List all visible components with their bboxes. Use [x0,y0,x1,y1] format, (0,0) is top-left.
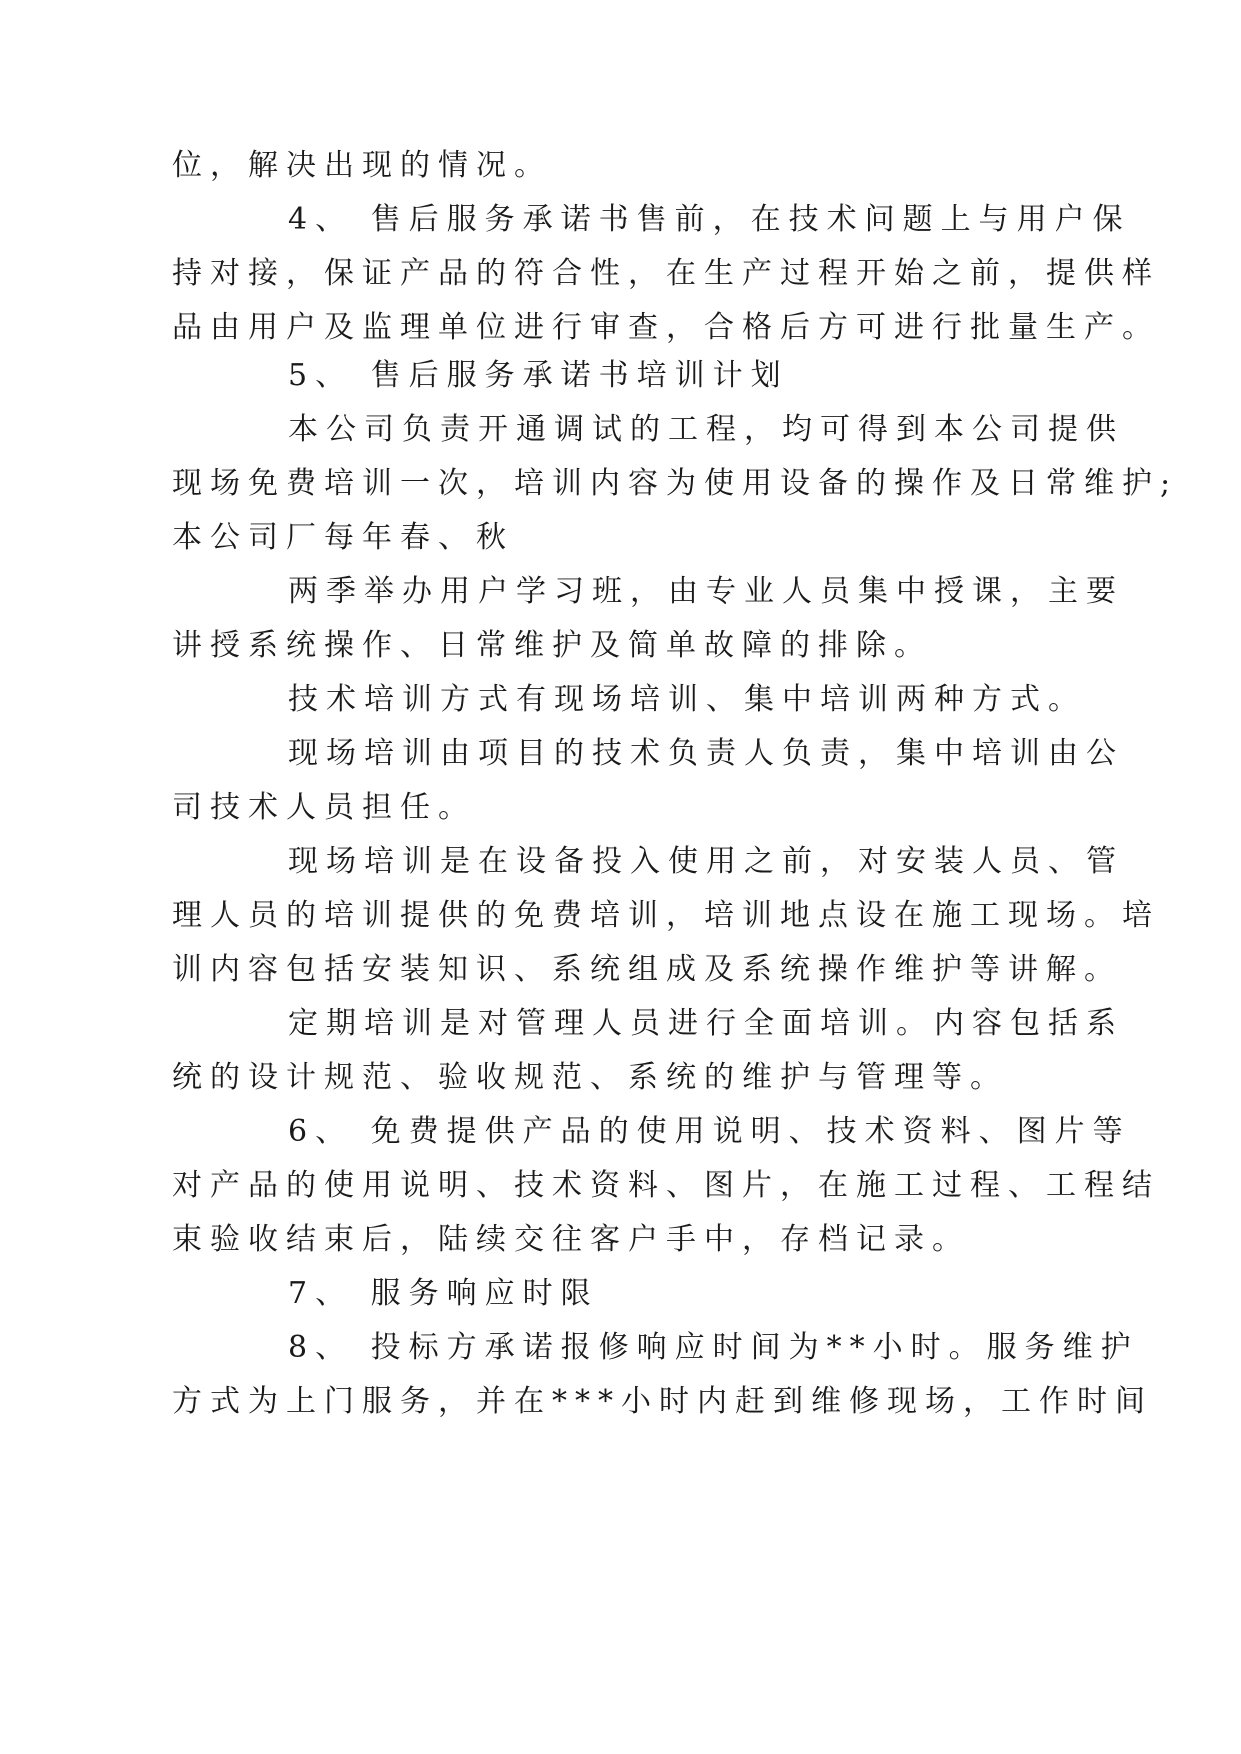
text-line: 束验收结束后，陆续交往客户手中，存档记录。 [172,1222,970,1257]
text-line: 技术培训方式有现场培训、集中培训两种方式。 [288,682,1086,717]
text-line: 方式为上门服务，并在***小时内赶到维修现场，工作时间 [172,1384,1153,1419]
text-line: 现场培训由项目的技术负责人负责，集中培训由公 [288,736,1124,771]
text-line: 现场免费培训一次，培训内容为使用设备的操作及日常维护; [172,466,1179,501]
text-line: 训内容包括安装知识、系统组成及系统操作维护等讲解。 [172,952,1122,987]
text-line: 本公司负责开通调试的工程，均可得到本公司提供 [288,412,1124,447]
text-line: 两季举办用户学习班，由专业人员集中授课，主要 [288,574,1124,609]
text-line: 7、 服务响应时限 [288,1276,599,1311]
text-line: 本公司厂每年春、秋 [172,520,514,555]
text-line: 司技术人员担任。 [172,790,476,825]
text-line: 统的设计规范、验收规范、系统的维护与管理等。 [172,1060,1008,1095]
text-line: 定期培训是对管理人员进行全面培训。内容包括系 [288,1006,1124,1041]
text-line: 8、 投标方承诺报修响应时间为**小时。服务维护 [288,1330,1139,1365]
text-line: 5、 售后服务承诺书培训计划 [288,358,789,393]
text-line: 理人员的培训提供的免费培训，培训地点设在施工现场。培 [172,898,1160,933]
text-line: 现场培训是在设备投入使用之前，对安装人员、管 [288,844,1124,879]
text-line: 品由用户及监理单位进行审查，合格后方可进行批量生产。 [172,310,1160,345]
text-line: 对产品的使用说明、技术资料、图片，在施工过程、工程结 [172,1168,1160,1203]
text-line: 位，解决出现的情况。 [172,148,552,183]
text-line: 6、 免费提供产品的使用说明、技术资料、图片等 [288,1114,1131,1149]
text-line: 4、 售后服务承诺书售前，在技术问题上与用户保 [288,202,1131,237]
text-line: 持对接，保证产品的符合性，在生产过程开始之前，提供样 [172,256,1160,291]
text-line: 讲授系统操作、日常维护及简单故障的排除。 [172,628,932,663]
